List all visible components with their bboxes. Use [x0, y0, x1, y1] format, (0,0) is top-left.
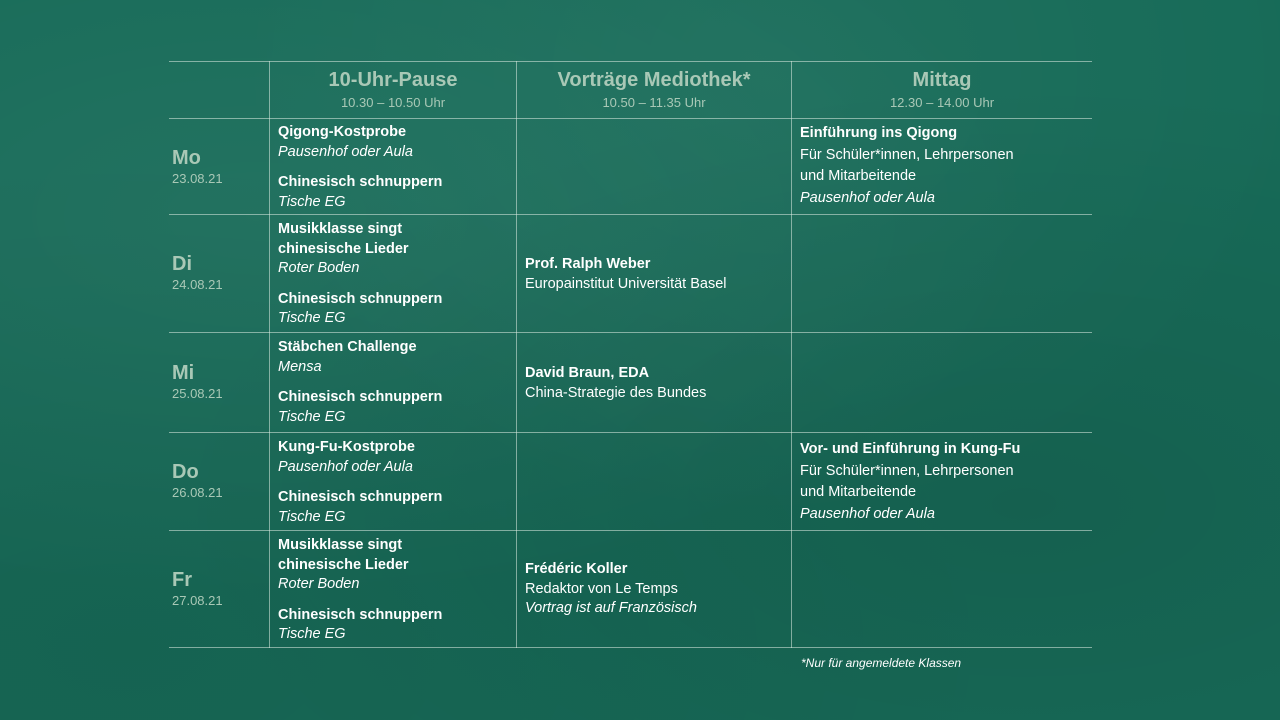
- speaker-note: Vortrag ist auf Französisch: [525, 600, 697, 616]
- column-header-pause: [270, 61, 516, 118]
- column-time: 10.50 – 11.35 Uhr: [602, 95, 706, 110]
- event-title: Chinesisch schnuppern: [278, 174, 443, 190]
- pause-cell-fr: [278, 536, 442, 645]
- day-date: 23.08.21: [172, 171, 223, 186]
- table-line: [169, 647, 1092, 648]
- day-name: Mo: [172, 147, 201, 169]
- speaker-name: Prof. Ralph Weber: [525, 256, 651, 272]
- pause-cell-mo: [278, 123, 442, 212]
- day-name: Fr: [172, 569, 192, 591]
- event-title: chinesische Lieder: [278, 240, 409, 257]
- event-title: Chinesisch schnuppern: [278, 290, 443, 307]
- event-title: Musikklasse singt: [278, 221, 403, 237]
- table-line: [169, 432, 1092, 433]
- event-place: Tische EG: [278, 626, 346, 642]
- day-date: 25.08.21: [172, 386, 223, 401]
- column-header-vortraege: [517, 61, 791, 118]
- day-label-do: [172, 461, 223, 500]
- day-name: Di: [172, 253, 192, 275]
- day-name: Mi: [172, 362, 195, 384]
- speaker-affiliation: China-Strategie des Bundes: [525, 384, 707, 401]
- column-title: Vorträge Mediothek*: [557, 69, 751, 91]
- event-place: Roter Boden: [278, 260, 360, 276]
- day-label-mo: [172, 147, 223, 186]
- day-label-fr: [172, 569, 223, 608]
- column-title: 10-Uhr-Pause: [328, 69, 458, 91]
- vortrag-cell-fr: [525, 560, 697, 619]
- event-title: Chinesisch schnuppern: [278, 489, 443, 505]
- event-place: Pausenhof oder Aula: [800, 505, 935, 522]
- event-title: Qigong-Kostprobe: [278, 124, 407, 140]
- event-place: Tische EG: [278, 508, 346, 525]
- speaker-affiliation: Europainstitut Universität Basel: [525, 275, 727, 292]
- event-title: Chinesisch schnuppern: [278, 389, 443, 405]
- day-date: 24.08.21: [172, 277, 223, 292]
- column-time: 12.30 – 14.00 Uhr: [889, 95, 995, 110]
- event-audience: Für Schüler*innen, Lehrpersonen: [800, 462, 1014, 479]
- day-date: 27.08.21: [172, 593, 223, 608]
- footnote: *Nur für angemeldete Klassen: [801, 656, 962, 670]
- event-title: Stäbchen Challenge: [278, 339, 417, 355]
- column-header-mittag: [792, 61, 1092, 118]
- event-audience: Für Schüler*innen, Lehrpersonen: [800, 146, 1014, 163]
- day-date: 26.08.21: [172, 485, 223, 500]
- pause-cell-di: [278, 220, 442, 329]
- event-place: Roter Boden: [278, 576, 360, 592]
- day-name: Do: [172, 461, 199, 483]
- event-title: Einführung ins Qigong: [800, 125, 958, 141]
- table-line: [169, 530, 1092, 531]
- mittag-cell-do: [800, 439, 1020, 525]
- event-place: Tische EG: [278, 408, 346, 425]
- event-place: Pausenhof oder Aula: [278, 143, 413, 160]
- event-place: Tische EG: [278, 310, 346, 326]
- vortrag-cell-mi: [525, 364, 706, 403]
- event-place: Tische EG: [278, 193, 346, 210]
- table-line: [169, 332, 1092, 333]
- vortrag-cell-di: [525, 255, 727, 294]
- event-title: chinesische Lieder: [278, 556, 409, 573]
- event-title: Chinesisch schnuppern: [278, 606, 443, 623]
- table-line: [791, 61, 792, 648]
- event-audience: und Mitarbeitende: [800, 168, 917, 184]
- event-title: Kung-Fu-Kostprobe: [278, 439, 415, 455]
- pause-cell-do: [278, 438, 442, 527]
- event-audience: und Mitarbeitende: [800, 484, 917, 500]
- event-place: Pausenhof oder Aula: [800, 189, 935, 206]
- event-title: Musikklasse singt: [278, 537, 403, 553]
- table-line: [169, 214, 1092, 215]
- speaker-name: David Braun, EDA: [525, 365, 650, 381]
- column-time: 10.30 – 10.50 Uhr: [340, 95, 446, 110]
- speaker-affiliation: Redaktor von Le Temps: [525, 580, 678, 597]
- column-title: Mittag: [912, 69, 972, 91]
- event-place: Mensa: [278, 358, 322, 375]
- event-place: Pausenhof oder Aula: [278, 458, 413, 475]
- day-label-mi: [172, 362, 223, 401]
- event-title: Vor- und Einführung in Kung-Fu: [800, 441, 1021, 457]
- table-line: [269, 61, 270, 648]
- table-line: [169, 118, 1092, 119]
- mittag-cell-mo: [800, 123, 1014, 209]
- speaker-name: Frédéric Koller: [525, 561, 628, 577]
- pause-cell-mi: [278, 338, 442, 427]
- table-line: [516, 61, 517, 648]
- day-label-di: [172, 253, 223, 292]
